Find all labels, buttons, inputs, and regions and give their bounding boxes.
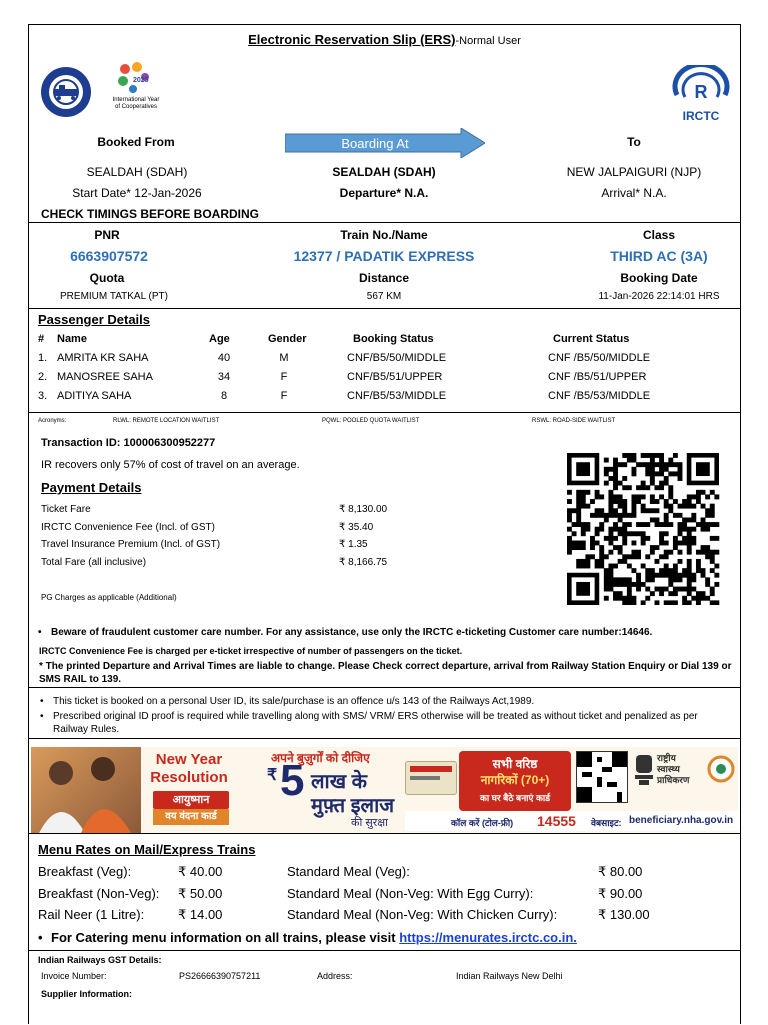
helpline-number: 14555 <box>537 813 576 829</box>
nha-website: beneficiary.nha.gov.in <box>629 815 734 826</box>
ir-recovery-note: IR recovers only 57% of cost of travel on an average. <box>41 459 300 471</box>
passenger-row: 3. ADITIYA SAHA 8 F CNF/B5/53/MIDDLE CNF /B5/53/MIDDLE <box>38 390 651 402</box>
total-fare-value: ₹ 8,166.75 <box>339 557 388 568</box>
catering-info: • For Catering menu information on all trains, please visit https://menurates.irctc.co.in. <box>51 930 577 945</box>
distance-value: 567 KM <box>366 291 402 302</box>
gst-address: Indian Railways New Delhi <box>456 971 563 981</box>
convenience-notice: IRCTC Convenience Fee is charged per e-ticket irrespective of number of passengers on the ticket. <box>39 646 463 656</box>
menu-rates-title: Menu Rates on Mail/Express Trains <box>38 842 256 857</box>
banner-qr-code <box>576 751 628 803</box>
acronym-pqwl: PQWL: POOLED QUOTA WAITLIST <box>322 418 420 424</box>
booking-date-value: 11-Jan-2026 22:14:01 HRS <box>598 291 720 302</box>
invoice-number: PS26666390757211 <box>179 971 261 981</box>
gst-section: Indian Railways GST Details: Invoice Number: PS26666390757211 Address: Indian Railways New Delhi Supplier Information: <box>38 955 563 999</box>
ashoka-emblem-icon <box>633 751 655 787</box>
passenger-section: Passenger Details # Name Age Gender Booking Status Current Status 1. AMRITA KR SAHA 40 M CNF/B5/50/MIDDLE CNF /B5/50/MIDDLE 2. MANOSREE SAHA 34 F CNF/B5/51/UPPER CNF /B5/51/UPPER 3. ADITIYA SAHA 8 F CNF/B5/53/MIDDLE CNF /B5/53/MIDDLE <box>29 309 740 413</box>
catering-link[interactable]: https://menurates.irctc.co.in. <box>399 930 577 945</box>
legal-notices <box>29 688 740 739</box>
elderly-couple-image <box>31 747 141 833</box>
gst-title: Indian Railways GST Details: <box>38 955 162 965</box>
boarding-station: SEALDAH (SDAH) <box>332 165 436 179</box>
insurance-value: ₹ 1.35 <box>339 539 368 550</box>
indian-railways-logo <box>39 65 93 119</box>
personal-id-notice: • This ticket is booked on a personal User ID, its sale/purchase is an offence u/s 143 of the Railways Act,1989. <box>53 696 534 707</box>
arrival-time: Arrival* N.A. <box>601 186 667 200</box>
booked-from-label: Booked From <box>97 135 175 149</box>
from-station: SEALDAH (SDAH) <box>86 165 188 179</box>
convenience-fee-value: ₹ 35.40 <box>339 522 374 533</box>
travel-class: THIRD AC (3A) <box>610 248 708 264</box>
passenger-row: 2. MANOSREE SAHA 34 F CNF/B5/51/UPPER CNF /B5/51/UPPER <box>38 371 647 383</box>
fraud-notice: • Beware of fraudulent customer care number. For any assistance, use only the IRCTC e-ticketing Customer care number:14646. <box>51 627 731 638</box>
svg-text:R: R <box>694 82 708 102</box>
ayushman-banner[interactable]: New Year Resolution आयुष्मान वय वंदना कार्ड अपने बुज़ुर्गों को दीजिए ₹ 5 लाख के मुफ़्त इलाज की सुरक्षा सभी वरिष्ठ नागरिकों (70+) का घर बैठे बनाएं कार्ड राष्ट्रीय स्वास्थ्य प्राधिकरण कॉल करें (टोल-फ्री) 14555 वेबसाइट: beneficiary.nha.gov.in <box>31 747 738 833</box>
header-section <box>29 25 740 223</box>
check-timings: CHECK TIMINGS BEFORE BOARDING <box>41 207 260 221</box>
departure-time: Departure* N.A. <box>339 186 429 200</box>
page-title: Electronic Reservation Slip (ERS)-Normal User <box>248 32 521 47</box>
payment-details-title: Payment Details <box>41 480 142 495</box>
boarding-arrow: Boarding At <box>285 128 485 158</box>
ticket-info-section: PNR Train No./Name Class 6663907572 12377 / PADATIK EXPRESS THIRD AC (3A) Quota Distance Booking Date PREMIUM TATKAL (PT) 567 KM 11-Jan-2026 22:14:01 HRS <box>29 223 740 309</box>
to-station: NEW JALPAIGURI (NJP) <box>566 165 702 179</box>
acronym-rlwl: RLWL: REMOTE LOCATION WAITLIST <box>113 418 220 424</box>
qr-code <box>562 453 724 605</box>
payment-section: Acronyms: RLWL: REMOTE LOCATION WAITLIST PQWL: POOLED QUOTA WAITLIST RSWL: ROAD-SIDE WAITLIST Transaction ID: 100006300952277 IR recovers only 57% of cost of travel on an average. Payment Details Ticket Fare ₹ 8,130.00 IRCTC Convenience Fee (Incl. of GST) ₹ 35.40 Travel Insurance Premium (Incl. of GST) ₹ 1.35 Total Fare (all inclusive) ₹ 8,166.75 PG Charges as applicable (Additional) • Beware of fraudulent customer care number. For any assistance, use only the IRCTC e-ticketing Customer care number:14646. IRCTC Convenience Fee is charged per e-ticket irrespective of number of passengers on the ticket. * The printed Departure and Arrival Times are liable to change. Please Check correct departure, arrival from Railway Station Enquiry or Dial 139 or SMS RAIL to 139. <box>29 413 740 688</box>
acronym-rswl: RSWL: ROAD-SIDE WAITLIST <box>532 418 616 424</box>
ers-ticket <box>28 24 741 1024</box>
to-label: To <box>627 135 641 149</box>
passenger-details-title: Passenger Details <box>38 312 151 327</box>
id-proof-notice: • Prescribed original ID proof is required while travelling along with SMS/ VRM/ ERS otherwise will be treated as without ticket and penalized as per Railway Rules. <box>53 711 698 735</box>
cooperatives-logo: 2025 International Year of Cooperatives <box>101 61 171 121</box>
supplier-information: Supplier Information: <box>41 989 132 999</box>
irctc-logo: R IRCTC <box>669 65 733 127</box>
start-date: Start Date* 12-Jan-2026 <box>72 186 202 200</box>
passenger-row: 1. AMRITA KR SAHA 40 M CNF/B5/50/MIDDLE CNF /B5/50/MIDDLE <box>38 352 651 364</box>
menu-rates-section: Menu Rates on Mail/Express Trains Breakfast (Veg): ₹ 40.00 Standard Meal (Veg): ₹ 80.00 Breakfast (Non-Veg): ₹ 50.00 Standard Meal (Non-Veg: With Egg Curry): ₹ 90.00 Rail Neer (1 Litre): ₹ 14.00 Standard Meal (Non-Veg: With Chicken Curry): ₹ 130.00 • For Catering menu information on all trains, please visit https://menurates.irctc.co.in. <box>29 833 740 951</box>
transaction-id: Transaction ID: 100006300952277 <box>41 437 216 449</box>
ticket-fare-value: ₹ 8,130.00 <box>339 504 388 515</box>
timing-notice: * The printed Departure and Arrival Times are liable to change. Please Check correct departure, arrival from Railway Station Enquiry or Dial 139 or SMS RAIL to 139. <box>39 661 732 685</box>
ayushman-card-image <box>405 761 457 795</box>
quota-value: PREMIUM TATKAL (PT) <box>60 291 168 302</box>
nha-logo <box>707 755 735 783</box>
pg-charges-note: PG Charges as applicable (Additional) <box>41 593 177 602</box>
pnr-number: 6663907572 <box>70 248 148 264</box>
train-name: 12377 / PADATIK EXPRESS <box>293 248 475 264</box>
